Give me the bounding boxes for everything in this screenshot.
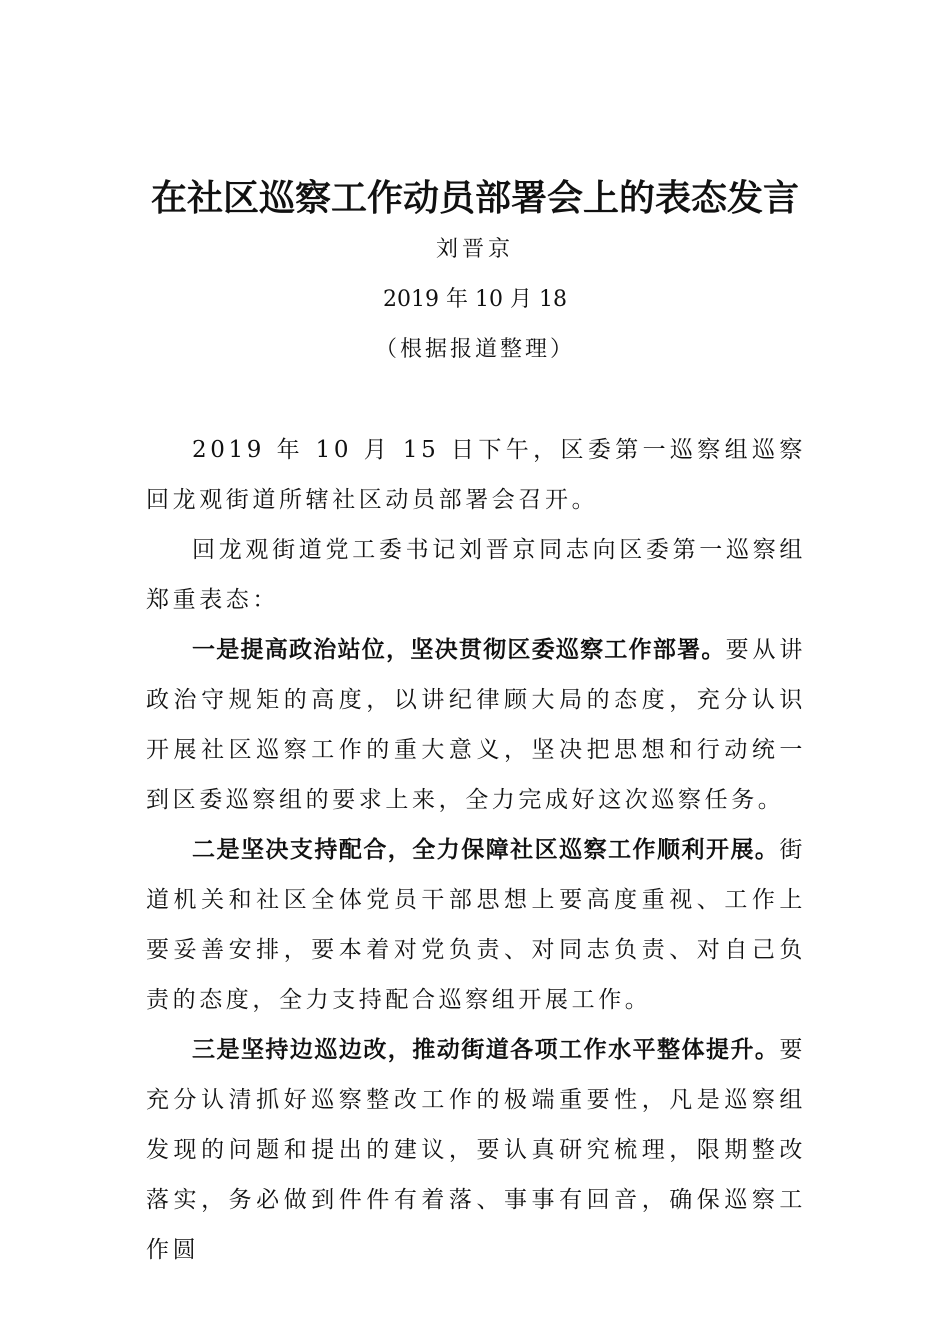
paragraph-text: 要从讲政治守规矩的高度，以讲纪律顾大局的态度，充分认识开展社区巡察工作的重大意义，坚决把思想和行动统一到区委巡察组的要求上来，全力完成好这次巡察任务。 <box>146 637 806 813</box>
paragraph-text: 2019 年 10 月 15 日下午，区委第一巡察组巡察回龙观街道所辖社区动员部署会召开。 <box>146 437 806 513</box>
paragraph-5 <box>146 1025 806 1275</box>
paragraph-4 <box>146 825 806 1025</box>
document-body <box>146 425 806 1275</box>
paragraph-text: 街道机关和社区全体党员干部思想上要高度重视、工作上要妥善安排，要本着对党负责、对同志负责、对自己负责的态度，全力支持配合巡察组开展工作。 <box>146 837 806 1013</box>
paragraph-2 <box>146 525 806 625</box>
paragraph-text: 回龙观街道党工委书记刘晋京同志向区委第一巡察组郑重表态： <box>146 537 806 613</box>
paragraph-lead: 三是坚持边巡边改，推动街道各项工作水平整体提升。 <box>192 1037 780 1063</box>
document-author: 刘晋京 <box>435 237 514 262</box>
paragraph-1 <box>146 425 806 525</box>
paragraph-lead: 一是提高政治站位，坚决贯彻区委巡察工作部署。 <box>192 637 726 663</box>
paragraph-3 <box>146 625 806 825</box>
paragraph-lead: 二是坚决支持配合，全力保障社区巡察工作顺利开展。 <box>192 837 780 863</box>
paragraph-text: 要充分认清抓好巡察整改工作的极端重要性，凡是巡察组发现的问题和提出的建议，要认真研究梳理，限期整改落实，务必做到件件有着落、事事有回音，确保巡察工作圆 <box>146 1037 806 1263</box>
document-title: 在社区巡察工作动员部署会上的表态发言 <box>150 177 799 219</box>
document-note: （根据报道整理） <box>374 337 575 362</box>
document-date: 2019 年 10 月 18 <box>383 287 567 312</box>
